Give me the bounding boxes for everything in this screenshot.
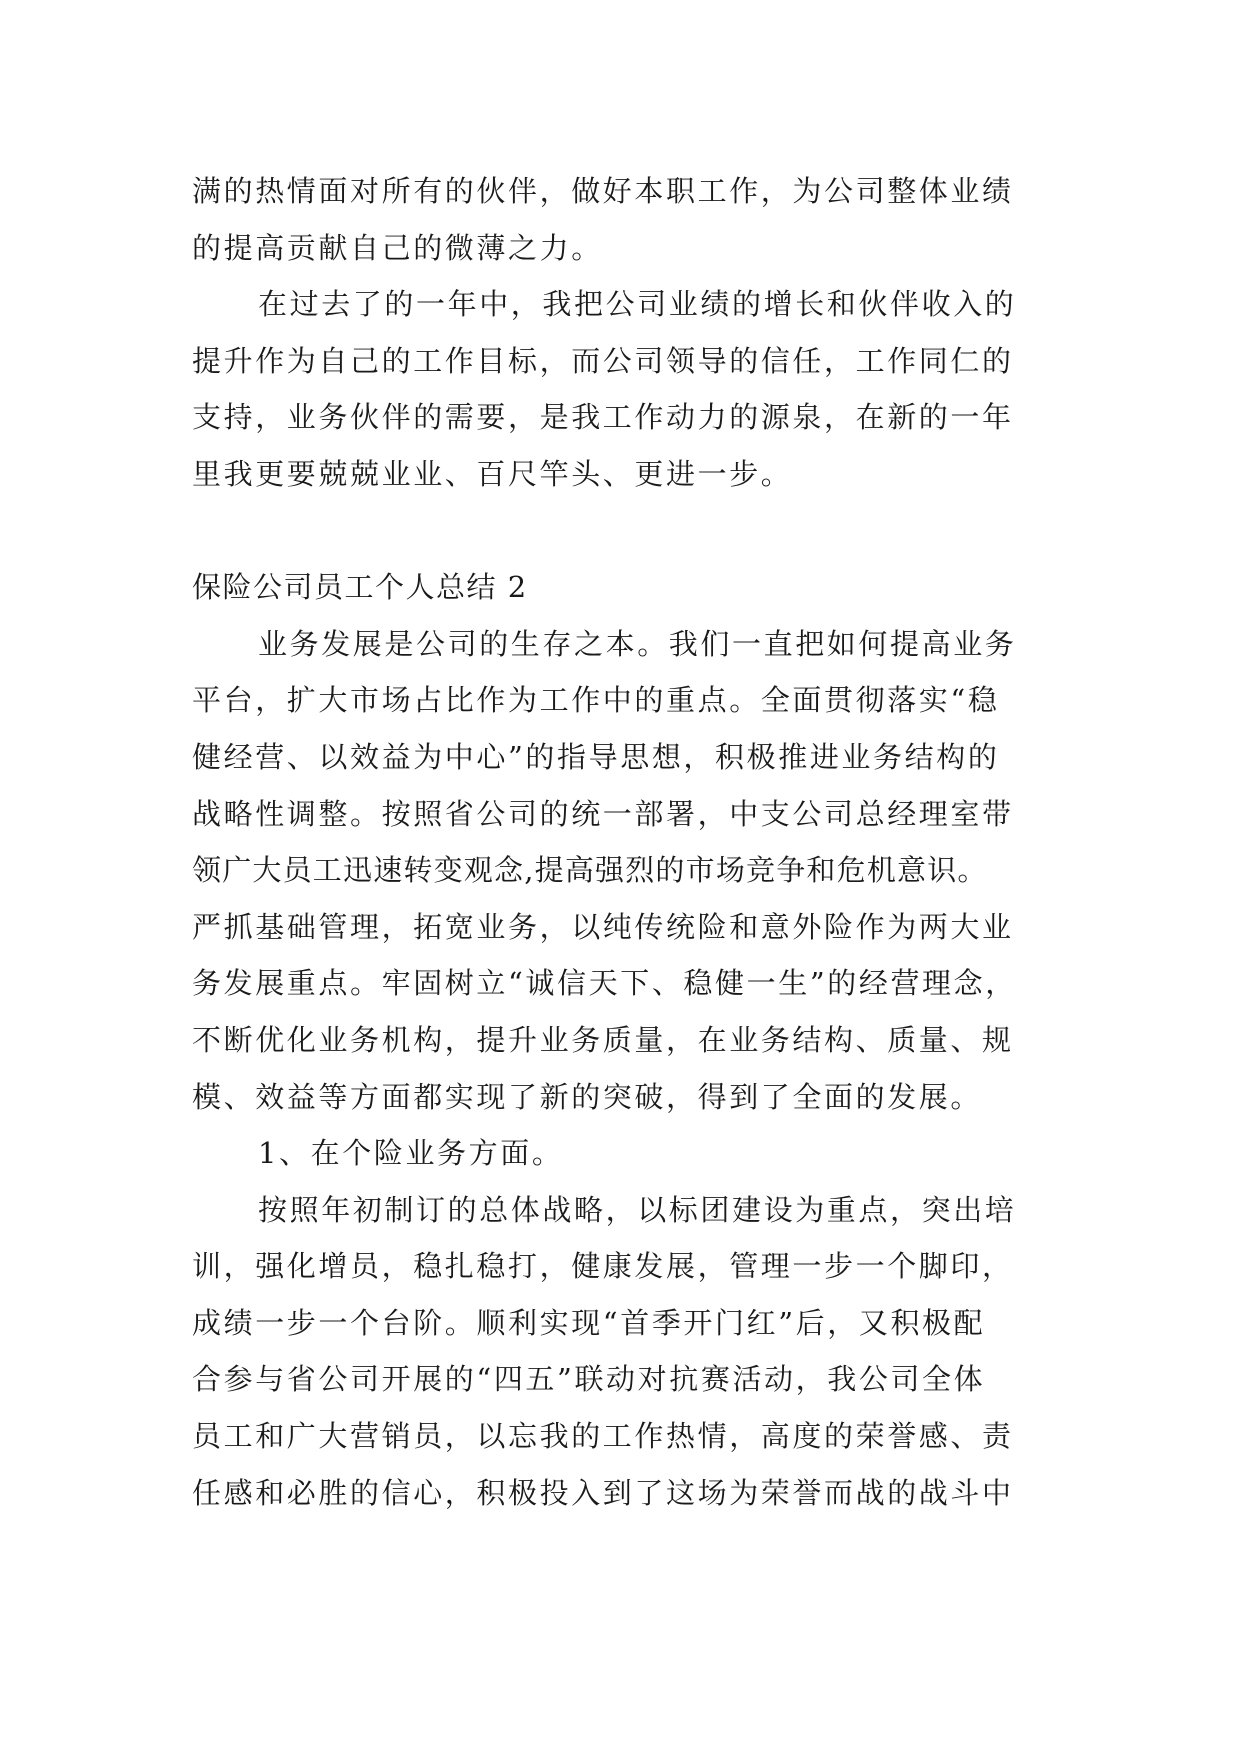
- paragraph-line: 的提高贡献自己的微薄之力。: [192, 230, 603, 265]
- paragraph-line: 满的热情面对所有的伙伴，做好本职工作，为公司整体业绩: [192, 174, 1014, 208]
- paragraph-line: 健经营、以效益为中心”的指导思想，积极推进业务结构的: [192, 739, 1000, 774]
- paragraph-line: 合参与省公司开展的“四五”联动对抗赛活动，我公司全体: [192, 1362, 986, 1397]
- paragraph-line: 严抓基础管理，拓宽业务，以纯传统险和意外险作为两大业: [192, 909, 1014, 944]
- paragraph-line: 战略性调整。按照省公司的统一部署，中支公司总经理室带: [192, 796, 1014, 831]
- paragraph-line: 训，强化增员，稳扎稳打，健康发展，管理一步一个脚印，: [192, 1249, 1014, 1284]
- paragraph-line: 务发展重点。牢固树立“诚信天下、稳健一生”的经营理念，: [192, 966, 1017, 1001]
- list-item-heading: 1、在个险业务方面。: [258, 1136, 564, 1171]
- paragraph-line: 员工和广大营销员，以忘我的工作热情，高度的荣誉感、责: [192, 1419, 1014, 1454]
- paragraph-line: 在过去了的一年中，我把公司业绩的增长和伙伴收入的: [258, 287, 1017, 322]
- document-body: [192, 163, 1052, 1521]
- paragraph-line: 任感和必胜的信心，积极投入到了这场为荣誉而战的战斗中: [192, 1475, 1014, 1510]
- paragraph-line: 业务发展是公司的生存之本。我们一直把如何提高业务: [258, 626, 1017, 661]
- paragraph-line: 成绩一步一个台阶。顺利实现“首季开门红”后，又积极配: [192, 1305, 986, 1340]
- paragraph-line: 里我更要兢兢业业、百尺竿头、更进一步。: [192, 456, 793, 491]
- blank-line: [192, 503, 1052, 560]
- paragraph-line: 平台，扩大市场占比作为工作中的重点。全面贯彻落实“稳: [192, 683, 1000, 718]
- paragraph-line: 模、效益等方面都实现了新的突破，得到了全面的发展。: [192, 1079, 983, 1114]
- paragraph-line: 不断优化业务机构，提升业务质量，在业务结构、质量、规: [192, 1022, 1014, 1057]
- paragraph-line: 提升作为自己的工作目标，而公司领导的信任，工作同仁的: [192, 343, 1014, 378]
- section-heading: 保险公司员工个人总结 2: [192, 570, 528, 605]
- paragraph-line: 领广大员工迅速转变观念,提高强烈的市场竞争和危机意识。: [192, 853, 988, 888]
- paragraph-line: 按照年初制订的总体战略，以标团建设为重点，突出培: [258, 1192, 1017, 1227]
- paragraph-line: 支持，业务伙伴的需要，是我工作动力的源泉，在新的一年: [192, 400, 1014, 435]
